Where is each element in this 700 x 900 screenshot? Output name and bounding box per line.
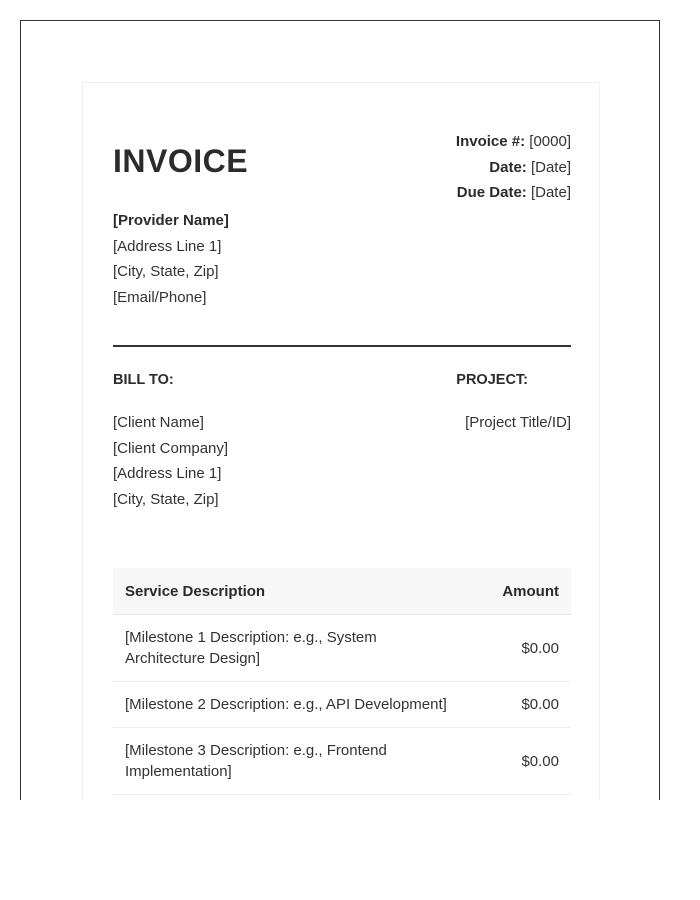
invoice-number-value: [0000]: [529, 133, 571, 150]
service-description-line: [Milestone 1 Description: e.g., System: [125, 629, 377, 646]
services-table: [113, 568, 571, 795]
invoice-date-value: [Date]: [530, 158, 571, 176]
invoice-number-label: Invoice #:: [455, 133, 526, 150]
table-row: [113, 615, 571, 682]
project-block: [465, 410, 571, 436]
table-header-row: [113, 568, 571, 615]
service-amount: $0.00: [477, 728, 571, 795]
invoice-number-line: [456, 129, 571, 155]
provider-city-state-zip: [City, State, Zip]: [113, 263, 219, 280]
invoice-date-label: Date:: [489, 158, 527, 176]
service-description: [113, 728, 477, 795]
document-frame: [20, 20, 660, 800]
client-company: [Client Company]: [113, 439, 229, 457]
header-divider: [113, 345, 571, 347]
project-label: PROJECT:: [456, 372, 528, 388]
invoice-page: [82, 82, 600, 800]
service-description-line: Architecture Design]: [125, 650, 261, 667]
client-name: [Client Name]: [113, 414, 204, 431]
table-row: [113, 728, 571, 795]
service-description: [113, 682, 477, 728]
description-column-header: Service Description: [113, 568, 477, 615]
provider-block: [113, 208, 229, 310]
table-row: [113, 682, 571, 728]
amount-column-header: Amount: [477, 568, 571, 615]
client-city-state-zip: [City, State, Zip]: [113, 490, 219, 508]
provider-address-line-1: [Address Line 1]: [113, 237, 222, 255]
service-description-line: Implementation]: [125, 763, 232, 780]
invoice-date-line: [456, 155, 571, 181]
due-date-value: [Date]: [530, 184, 571, 201]
due-date-line: [456, 180, 571, 206]
provider-contact: [Email/Phone]: [113, 288, 207, 306]
service-description-line: [Milestone 2 Description: e.g., API Development]: [125, 696, 447, 713]
bill-to-block: [113, 410, 228, 512]
client-address-line-1: [Address Line 1]: [113, 465, 222, 482]
bill-to-label: BILL TO:: [113, 372, 174, 388]
service-amount: $0.00: [477, 682, 571, 728]
provider-name: [Provider Name]: [113, 212, 229, 229]
service-description: [113, 615, 477, 682]
service-amount: $0.00: [477, 615, 571, 682]
invoice-title: INVOICE: [113, 143, 249, 179]
project-title: [Project Title/ID]: [465, 414, 571, 431]
invoice-meta: [456, 129, 571, 206]
service-description-line: [Milestone 3 Description: e.g., Frontend: [125, 742, 387, 759]
due-date-label: Due Date:: [456, 184, 527, 201]
